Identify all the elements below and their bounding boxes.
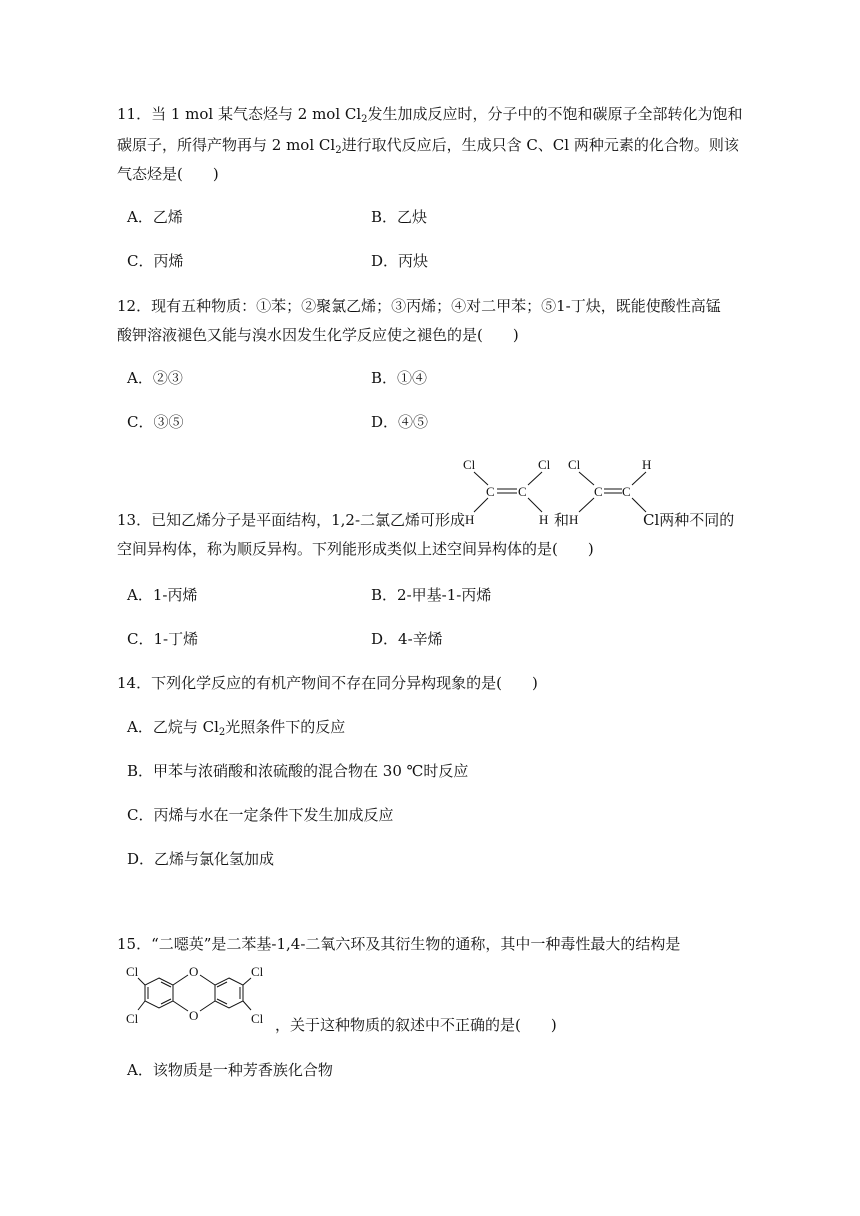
q11-line3: 气态烃是( ) <box>117 165 219 183</box>
trans-bonds <box>579 472 646 512</box>
cis-c-right: C <box>518 484 527 499</box>
q11-line2-a: 碳原子，所得产物再与 2 mol Cl <box>117 136 336 154</box>
q14-option-a <box>127 718 345 736</box>
q13-and-text: 和 <box>554 511 570 529</box>
q13-trans-cl-tail <box>643 511 734 529</box>
q14-line1: 14．下列化学反应的有机产物间不存在同分异构现象的是( ) <box>117 674 538 692</box>
dioxin-bonds <box>138 975 251 1011</box>
q12-line1: 12．现有五种物质：①苯；②聚氯乙烯；③丙烯；④对二甲苯；⑤1-丁炔，既能使酸性高锰 <box>117 297 721 315</box>
trans-h-left: H <box>569 512 579 527</box>
q15-line2: ，关于这种物质的叙述中不正确的是( ) <box>275 1016 557 1034</box>
cis-h-left: H <box>465 512 475 527</box>
q12-option-c: C．③⑤ <box>127 413 184 431</box>
q15-line1: 15．“二噁英”是二苯基-1,4-二氧六环及其衍生物的通称，其中一种毒性最大的结构是 <box>117 935 681 953</box>
q11-line2-sub: 2 <box>335 145 342 156</box>
cis-cl-right: Cl <box>538 457 551 472</box>
cis-c-left: C <box>486 484 495 499</box>
q14-option-a-tail: 光照条件下的反应 <box>225 718 346 736</box>
dioxin-structure <box>120 958 290 1033</box>
dioxin-cl-bottom-left: Cl <box>126 1011 139 1026</box>
trans-c-right: C <box>622 484 631 499</box>
cis-cl-left: Cl <box>463 457 476 472</box>
q12-option-d: D．④⑤ <box>371 413 429 431</box>
cis-isomer <box>463 457 551 527</box>
trans-c-left: C <box>594 484 603 499</box>
q13-line1: 13．已知乙烯分子是平面结构，1,2-二氯乙烯可形成 <box>117 511 466 529</box>
trans-cl-left: Cl <box>568 457 581 472</box>
q13-trans-cl-label: Cl <box>643 511 660 529</box>
dioxin-cl-bottom-right: Cl <box>251 1011 264 1026</box>
q13-option-d: D．4-辛烯 <box>371 630 443 648</box>
dioxin-cl-top-right: Cl <box>251 964 264 979</box>
trans-isomer <box>568 457 651 527</box>
q11-line1 <box>117 105 743 123</box>
q11-line1-sub: 2 <box>361 114 368 125</box>
q11-option-b: B．乙炔 <box>371 208 428 226</box>
q13-option-a: A．1-丙烯 <box>127 586 198 604</box>
q13-option-b: B．2-甲基-1-丙烯 <box>371 586 492 604</box>
q14-option-c: C．丙烯与水在一定条件下发生加成反应 <box>127 806 394 824</box>
cis-h-right: H <box>539 512 549 527</box>
q14-option-b: B．甲苯与浓硝酸和浓硫酸的混合物在 30 ℃时反应 <box>127 762 469 780</box>
q15-option-a: A．该物质是一种芳香族化合物 <box>127 1061 333 1079</box>
q14-option-a-text: A．乙烷与 Cl <box>127 718 219 736</box>
dioxin-o-top: O <box>189 964 199 979</box>
q14-option-a-sub: 2 <box>218 727 226 738</box>
q12-option-b: B．①④ <box>371 369 428 387</box>
q11-line1-b: 发生加成反应时，分子中的不饱和碳原子全部转化为饱和 <box>367 105 743 123</box>
q13-tail-text: 两种不同的 <box>659 511 735 529</box>
q13-line2: 空间异构体，称为顺反异构。下列能形成类似上述空间异构体的是( ) <box>117 540 594 558</box>
q11-option-c: C．丙烯 <box>127 252 184 270</box>
q14-option-d: D．乙烯与氯化氢加成 <box>127 850 275 868</box>
cis-bonds <box>474 472 542 512</box>
q12-option-a: A．②③ <box>127 369 183 387</box>
q11-line1-a: 11．当 1 mol 某气态烃与 2 mol Cl <box>117 105 362 123</box>
q11-line2 <box>117 136 739 154</box>
q11-option-d: D．丙炔 <box>371 252 429 270</box>
q11-option-a: A．乙烯 <box>127 208 183 226</box>
q11-line2-b: 进行取代反应后，生成只含 C、Cl 两种元素的化合物。则该 <box>341 136 739 154</box>
trans-h-right: H <box>642 457 652 472</box>
dioxin-o-bottom: O <box>189 1008 199 1023</box>
q13-option-c: C．1-丁烯 <box>127 630 199 648</box>
q12-line2: 酸钾溶液褪色又能与溴水因发生化学反应使之褪色的是( ) <box>117 326 519 344</box>
dioxin-cl-top-left: Cl <box>126 964 139 979</box>
